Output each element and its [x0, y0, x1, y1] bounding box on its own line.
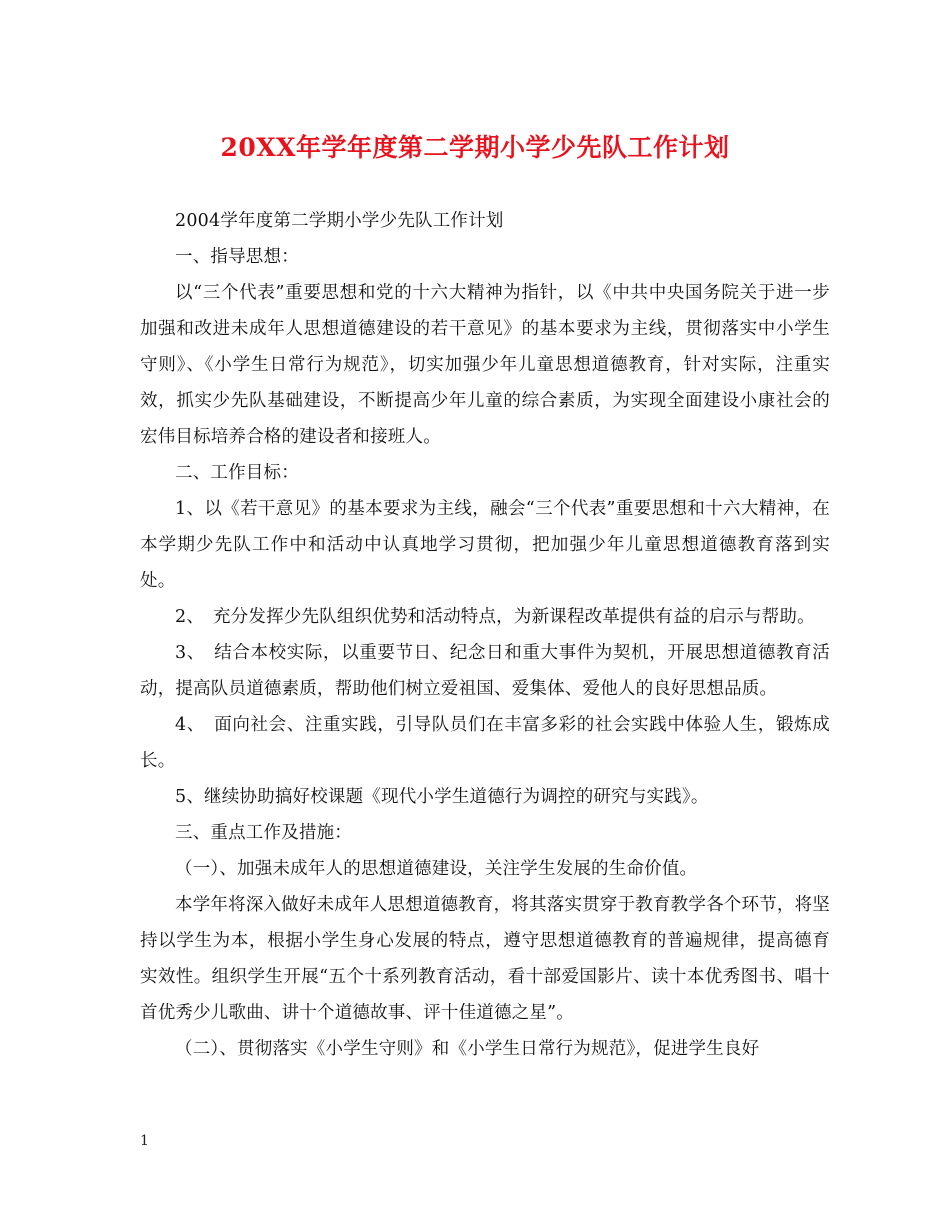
paragraph-subtitle: 2004学年度第二学期小学少先队工作计划 [175, 211, 504, 231]
paragraph-guiding-ideology: 以“三个代表”重要思想和党的十六大精神为指针，以《中共中央国务院关于进一步加强和改进未成年人思想道德建设的若干意见》的基本要求为主线，贯彻落实中小学生守则》、《小学生日常行为规范》，切实加强少年儿童思想道德教育，针对实际，注重实效，抓实少先队基础建设，不断提高少年儿童的综合素质，为实现全面建设小康社会的宏伟目标培养合格的建设者和接班人。 [140, 283, 830, 447]
section-heading-guiding-ideology: 一、指导思想： [175, 247, 299, 267]
goal-item-3: 3、 结合本校实际，以重要节日、纪念日和重大事件为契机，开展思想道德教育活动，提高队员道德素质，帮助他们树立爱祖国、爱集体、爱他人的良好思想品质。 [140, 643, 830, 699]
page-number: 1 [140, 1133, 149, 1149]
goal-item-4: 4、 面向社会、注重实践，引导队员们在丰富多彩的社会实践中体验人生，锻炼成长。 [140, 715, 830, 771]
section-heading-work-goals: 二、工作目标： [175, 463, 299, 483]
document-body [140, 203, 830, 1067]
document-title: 20XX年学年度第二学期小学少先队工作计划 [220, 133, 730, 162]
section-heading-key-work: 三、重点工作及措施： [175, 823, 352, 843]
goal-item-2: 2、 充分发挥少先队组织优势和活动特点，为新课程改革提供有益的启示与帮助。 [175, 607, 815, 627]
goal-item-1: 1、以《若干意见》的基本要求为主线，融会“三个代表”重要思想和十六大精神，在本学期少先队工作中和活动中认真地学习贯彻，把加强少年儿童思想道德教育落到实处。 [140, 499, 830, 591]
goal-item-5: 5、继续协助搞好校课题《现代小学生道德行为调控的研究与实践》。 [175, 787, 709, 807]
subsection-heading-2: （二）、贯彻落实《小学生守则》和《小学生日常行为规范》，促进学生良好 [175, 1039, 760, 1059]
paragraph-moral-education: 本学年将深入做好未成年人思想道德教育，将其落实贯穿于教育教学各个环节，将坚持以学生为本，根据小学生身心发展的特点，遵守思想道德教育的普遍规律，提高德育实效性。组织学生开展“五个十系列教育活动，看十部爱国影片、读十本优秀图书、唱十首优秀少儿歌曲、讲十个道德故事、评十佳道德之星”。 [140, 895, 830, 1023]
subsection-heading-1: （一）、加强未成年人的思想道德建设，关注学生发展的生命价值。 [175, 859, 698, 879]
